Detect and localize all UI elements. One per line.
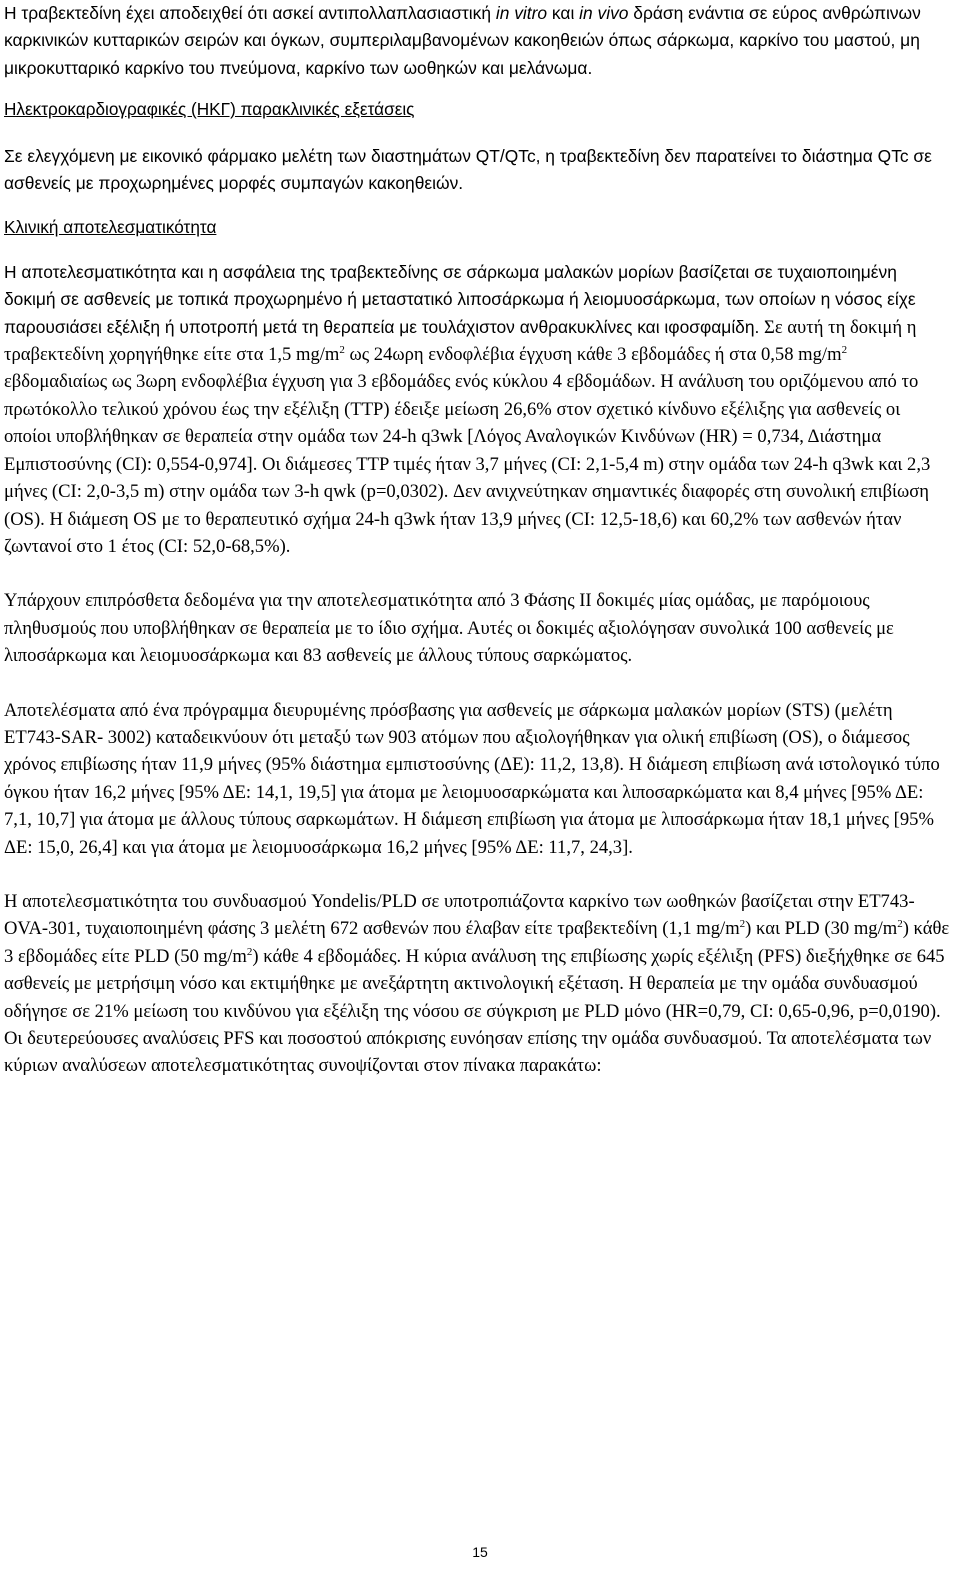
paragraph-text: ως 24ωρη ενδοφλέβια έγχυση κάθε 3 εβδομάδες ή στα 0,58 mg/m — [344, 344, 842, 366]
superscript: 2 — [246, 945, 253, 958]
paragraph-text: Η αποτελεσματικότητα και η ασφάλεια της τραβεκτεδίνης σε σάρκωμα μαλακών μορίων βασίζεται σε τυχαιοποιημένη δοκιμή σε ασθενείς με τοπικά προχωρημένο ή μεταστατικό λιποσάρκωμα ή λειομυοσάρκωμα, των οποίων η νόσος είχε παρουσιάσει εξέλιξη ή υποτροπή μετά τη θεραπεία με τουλάχιστον ανθρακυκλίνες και ιφοσφαμίδη. — [4, 261, 916, 337]
paragraph-text: ) και PLD (30 mg/m — [745, 918, 898, 940]
intro-text: δράση ενάντια σε εύρος ανθρώπινων καρκινικών κυτταρικών σειρών και όγκων, συμπεριλαμβανομένων κακοηθειών όπως σάρκωμα, καρκίνο του μαστού, μη μικροκυτταρικό καρκίνο του πνεύμονα, καρκίνο των ωοθηκών και μελάνωμα. — [4, 3, 921, 78]
superscript: 2 — [841, 344, 848, 357]
intro-text: και — [547, 3, 580, 23]
paragraph-text: Σε αυτή τη δοκιμή η τραβεκτεδίνη χορηγήθηκε είτε στα 1,5 mg/m — [4, 316, 917, 366]
paragraph-text: ) κάθε 4 εβδομάδες. Η κύρια ανάλυση της επιβίωσης χωρίς εξέλιξη (PFS) διεξήχθηκε σε 645 ασθενείς με μετρήσιμη νόσο και εκτιμήθηκε με ανεξάρτητη ακτινολογική εξέταση. Η θεραπεία με την ομάδα συνδυασμού οδήγησε σε 21% μείωση του κινδύνου για εξέλιξη της νόσου σε σύγκριση με PLD μόνο (HR=0,79, CI: 0,65-0,96, p=0,0190). Οι δευτερεύουσες αναλύσεις PFS και ποσοστού απόκρισης ευνόησαν επίσης την ομάδα συνδυασμού. Τα αποτελέσματα των κύριων αναλύσεων αποτελεσματικότητας συνοψίζονται στον πίνακα παρακάτω: — [4, 945, 945, 1077]
superscript: 2 — [739, 918, 746, 931]
superscript: 2 — [339, 344, 345, 357]
in-vitro-term: in vitro — [495, 3, 548, 23]
clinical-paragraph-expanded-access: Αποτελέσματα από ένα πρόγραμμα διευρυμένης πρόσβασης για ασθενείς με σάρκωμα μαλακών μορίων (STS) (μελέτη ET743-SAR- 3002) καταδεικνύουν ότι μεταξύ των 903 ατόμων που αξιολογήθηκαν για ολική επιβίωση (OS), ο διάμεσος χρόνος επιβίωσης ήταν 11,9 μήνες (95% διάστημα εμπιστοσύνης (ΔΕ): 11,2, 13,8). Η διάμεση επιβίωση ανά ιστολογικό τύπο όγκου ήταν 16,2 μήνες [95% ΔΕ: 14,1, 19,5] για άτομα με λειομυοσαρκώματα και λιποσαρκώματα και 8,4 μήνες [95% ΔΕ: 7,1, 10,7] για άτομα με άλλους τύπους σαρκωμάτων. Η διάμεση επιβίωση για άτομα με λιποσάρκωμα ήταν 18,1 μήνες [95% ΔΕ: 15,0, 26,4] και για άτομα με λειομυοσάρκωμα 16,2 μήνες [95% ΔΕ: 11,7, 24,3]. — [4, 699, 940, 858]
page-number: 15 — [472, 1544, 488, 1560]
clinical-paragraph-phase2: Υπάρχουν επιπρόσθετα δεδομένα για την αποτελεσματικότητα από 3 Φάσης ΙΙ δοκιμές μίας ομάδας, με παρόμοιους πληθυσμούς που υποβλήθηκαν σε θεραπεία με το ίδιο σχήμα. Αυτές οι δοκιμές αξιολόγησαν συνολικά 100 ασθενείς με λιποσάρκωμα και λειομυοσάρκωμα και 83 ασθενείς με άλλους τύπους σαρκώματος. — [4, 590, 894, 667]
clinical-paragraph-ovarian — [4, 888, 952, 1080]
clinical-efficacy-heading: Κλινική αποτελεσματικότητα — [4, 217, 217, 238]
clinical-paragraph-sts-trial — [4, 259, 952, 560]
document-page — [4, 0, 952, 1080]
intro-text: Η τραβεκτεδίνη έχει αποδειχθεί ότι ασκεί αντιπολλαπλασιαστική — [4, 3, 496, 23]
ecg-heading: Ηλεκτροκαρδιογραφικές (ΗΚΓ) παρακλινικές εξετάσεις — [4, 99, 415, 120]
superscript: 2 — [897, 918, 903, 931]
ecg-paragraph: Σε ελεγχόμενη με εικονικό φάρμακο μελέτη των διαστημάτων QT/QTc, η τραβεκτεδίνη δεν παρατείνει το διάστημα QTc σε ασθενείς με προχωρημένες μορφές συμπαγών κακοηθειών. — [4, 145, 932, 194]
intro-paragraph — [4, 0, 952, 82]
paragraph-text: ) κάθε 3 εβδομάδες είτε PLD (50 mg/m — [4, 918, 950, 967]
paragraph-text: εβδομαδιαίως ως 3ωρη ενδοφλέβια έγχυση για 3 εβδομάδες ενός κύκλου 4 εβδομάδων. Η ανάλυση του οριζόμενου από το πρωτόκολλο τελικού χρόνου έως την εξέλιξη (TTP) έδειξε μείωση 26,6% στον σχετικό κίνδυνο εξέλιξης για ασθενείς οι οποίοι υποβλήθηκαν σε θεραπεία στην ομάδα των 24-h q3wk [Λόγος Αναλογικών Κινδύνων (HR) = 0,734, Διάστημα Εμπιστοσύνης (CI): 0,554-0,974]. Οι διάμεσες TTP τιμές ήταν 3,7 μήνες (CI: 2,1-5,4 m) στην ομάδα των 24-h q3wk και 2,3 μήνες (CI: 2,0-3,5 m) στην ομάδα των 3-h qwk (p=0,0302). Δεν ανιχνεύτηκαν σημαντικές διαφορές στη συνολική επιβίωση (OS). Η διάμεση OS με το θεραπευτικό σχήμα 24-h q3wk ήταν 13,9 μήνες (CI: 12,5-18,6) και 60,2% των ασθενών ήταν ζωντανοί στο 1 έτος (CI: 52,0-68,5%). — [4, 371, 931, 557]
in-vivo-term: in vivo — [579, 3, 629, 23]
paragraph-text: Η αποτελεσματικότητα του συνδυασμού Yondelis/PLD σε υποτροπιάζοντα καρκίνο των ωοθηκών βασίζεται στην ET743-OVA-301, τυχαιοποιημένη φάσης 3 μελέτη 672 ασθενών που έλαβαν είτε τραβεκτεδίνη (1,1 mg/m — [4, 890, 915, 940]
